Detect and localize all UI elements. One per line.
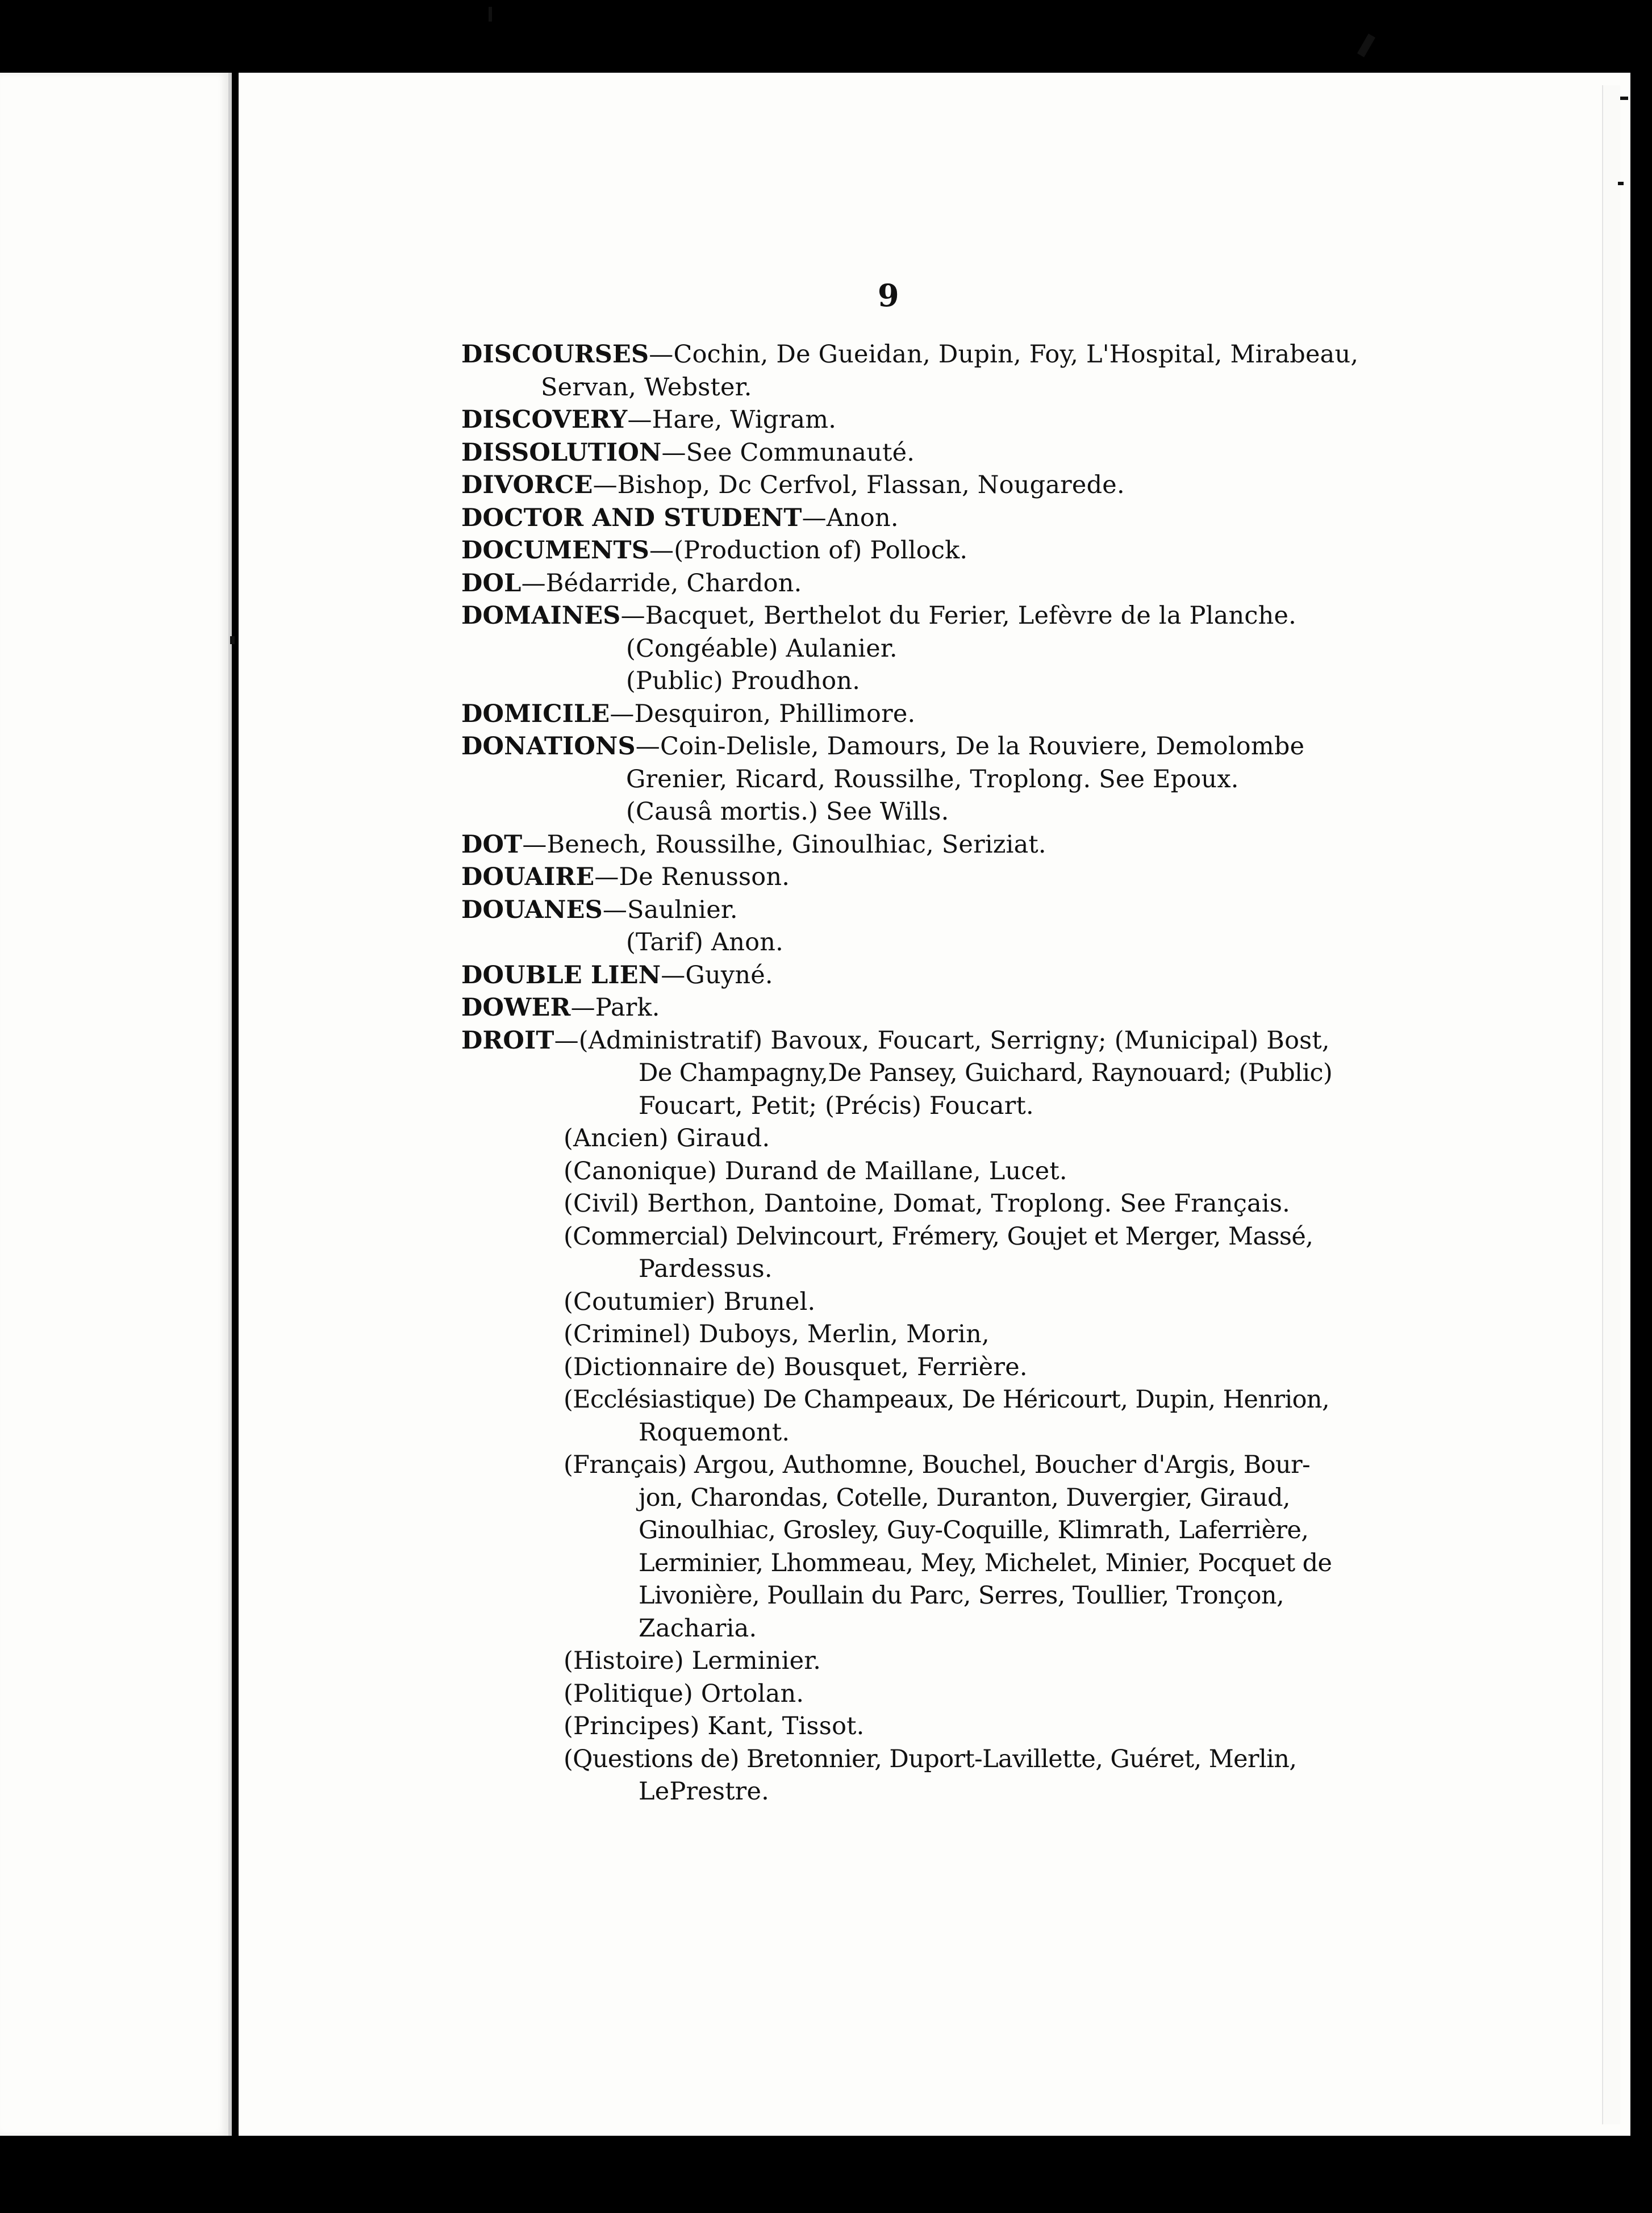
entry-text: —Guyné. [661,961,773,989]
entry-heading: DOMICILE [461,699,610,728]
entry-text: Livonière, Poullain du Parc, Serres, Toullier, Tronçon, [639,1581,1284,1610]
index-entry-continuation [461,1776,1313,1809]
entry-text: —Coin-Delisle, Damours, De la Rouviere, Demolombe [635,732,1305,761]
index-subentry [461,926,1313,959]
index-subentry [461,1449,1313,1482]
index-entry-dower [461,992,1313,1025]
entry-text: (Commercial) Delvincourt, Frémery, Goujet et Merger, Massé, [564,1222,1313,1251]
index-entry-continuation [461,763,1313,796]
index-list [461,339,1359,1809]
entry-heading: DOCUMENTS [461,536,649,565]
entry-text: (Criminel) Duboys, Merlin, Morin, [564,1320,990,1348]
index-entry-continuation [461,1613,1313,1646]
entry-text: Ginoulhiac, Grosley, Guy-Coquille, Klimrath, Laferrière, [639,1516,1309,1544]
entry-heading: DOT [461,830,523,859]
facing-page-left [0,73,232,2136]
entry-text: —Benech, Roussilhe, Ginoulhiac, Seriziat. [522,830,1046,859]
index-entry-continuation [461,1253,1313,1286]
index-subentry [461,1155,1313,1188]
entry-text: (Canonique) Durand de Maillane, Lucet. [564,1156,1067,1185]
index-entry-dot [461,829,1313,862]
entry-text: —Park. [570,993,660,1022]
scan-mark [1620,97,1628,100]
index-entry-continuation [461,371,1313,404]
entry-text: —Cochin, De Gueidan, Dupin, Foy, L'Hospital, Mirabeau, [649,340,1359,369]
index-subentry [461,1351,1313,1384]
index-subentry [461,1122,1313,1155]
entry-text: (Coutumier) Brunel. [564,1287,816,1316]
entry-text: (Questions de) Bretonnier, Duport-Lavillette, Guéret, Merlin, [564,1744,1297,1773]
entry-heading: DOWER [461,993,571,1022]
entry-text: (Congéable) Aulanier. [626,634,898,663]
entry-heading: DROIT [461,1026,554,1055]
entry-text: —Anon. [802,503,899,532]
index-entry-dissolution [461,437,1313,470]
entry-text: (Ancien) Giraud. [564,1124,770,1153]
index-entry-documents [461,535,1313,567]
entry-heading: DIVORCE [461,471,593,499]
entry-heading: DOMAINES [461,602,621,630]
index-subentry [461,1678,1313,1711]
index-entry-continuation [461,1514,1313,1547]
index-entry-douanes [461,894,1313,927]
index-entry-droit [461,1025,1330,1058]
scan-mark [489,7,492,22]
entry-text: Roquemont. [639,1418,790,1447]
entry-text: LePrestre. [639,1777,769,1806]
entry-text: (Public) Proudhon. [626,667,861,695]
entry-text: (Politique) Ortolan. [564,1679,804,1708]
entry-text: (Civil) Berthon, Dantoine, Domat, Troplong. See Français. [564,1189,1290,1218]
index-subentry [461,796,1313,829]
index-entry-continuation [461,1547,1332,1580]
entry-heading: DOL [461,569,522,598]
index-entry-domicile [461,698,1313,731]
entry-text: (Causâ mortis.) See Wills. [626,797,949,826]
entry-text: —Bacquet, Berthelot du Ferier, Lefèvre de la Planche. [620,602,1297,630]
entry-heading: DOUANES [461,895,603,924]
entry-text: (Ecclésiastique) De Champeaux, De Héricourt, Dupin, Henrion, [564,1385,1330,1414]
index-entry-continuation [461,1580,1313,1613]
index-subentry [461,1318,1313,1351]
entry-text: (Dictionnaire de) Bousquet, Ferrière. [564,1352,1028,1381]
scan-mark [1357,34,1375,57]
entry-text: —Bédarride, Chardon. [521,569,802,598]
entry-text: jon, Charondas, Cotelle, Duranton, Duvergier, Giraud, [639,1483,1290,1512]
index-entry-continuation [461,1057,1333,1090]
index-entry-dol [461,567,1313,600]
index-entry-donations [461,730,1313,763]
entry-text: —Bishop, Dc Cerfvol, Flassan, Nougarede. [593,471,1125,499]
entry-heading: DISSOLUTION [461,438,662,467]
index-entry-continuation [461,1417,1313,1450]
scan-mark [230,636,235,644]
entry-heading: DOUAIRE [461,863,595,891]
entry-text: Servan, Webster. [541,373,752,402]
entry-text: Zacharia. [639,1614,757,1643]
index-entry-double-lien [461,959,1313,992]
entry-text: (Français) Argou, Authomne, Bouchel, Boucher d'Argis, Bour- [564,1451,1311,1479]
entry-text: —Desquiron, Phillimore. [610,699,916,728]
entry-text: —(Production of) Pollock. [649,536,968,565]
index-entry-douaire [461,861,1313,894]
entry-text: De Champagny,De Pansey, Guichard, Raynouard; (Public) [639,1059,1333,1087]
index-entry-discourses [461,339,1359,371]
entry-text: —Hare, Wigram. [627,406,837,434]
index-subentry [461,1286,1313,1319]
index-subentry [461,665,1313,698]
entry-text: Foucart, Petit; (Précis) Foucart. [639,1091,1034,1120]
entry-heading: DOUBLE LIEN [461,961,661,989]
entry-text: —Saulnier. [602,895,738,924]
index-entry-continuation [461,1090,1313,1123]
index-subentry [461,1743,1313,1776]
index-subentry [461,1188,1313,1221]
entry-text: Grenier, Ricard, Roussilhe, Troplong. See Epoux. [626,765,1239,794]
scan-mark [1618,182,1624,185]
entry-text: Pardessus. [639,1255,773,1283]
entry-text: —(Administratif) Bavoux, Foucart, Serrigny; (Municipal) Bost, [554,1026,1330,1055]
entry-heading: DONATIONS [461,732,636,761]
index-subentry [461,1645,1313,1678]
entry-text: Lerminier, Lhommeau, Mey, Michelet, Minier, Pocquet de [639,1548,1332,1577]
entry-text: (Tarif) Anon. [626,928,784,957]
entry-text: —See Communauté. [661,438,915,467]
index-entry-discovery [461,404,1313,437]
entry-text: (Principes) Kant, Tissot. [564,1712,865,1740]
index-subentry [461,1221,1313,1254]
index-subentry [461,1710,1313,1743]
index-entry-divorce [461,469,1313,502]
entry-text: (Histoire) Lerminier. [564,1647,821,1675]
entry-text: —De Renusson. [594,863,790,891]
index-subentry [461,633,1313,666]
entry-heading: DISCOVERY [461,406,628,434]
index-entry-continuation [461,1482,1313,1515]
index-entry-domaines [461,600,1313,633]
index-entry-doctor-and-student [461,502,1313,535]
entry-heading: DOCTOR AND STUDENT [461,503,802,532]
page-edge [1602,85,1620,2124]
entry-heading: DISCOURSES [461,340,649,369]
index-subentry [461,1384,1330,1417]
page-number: 9 [878,277,899,314]
